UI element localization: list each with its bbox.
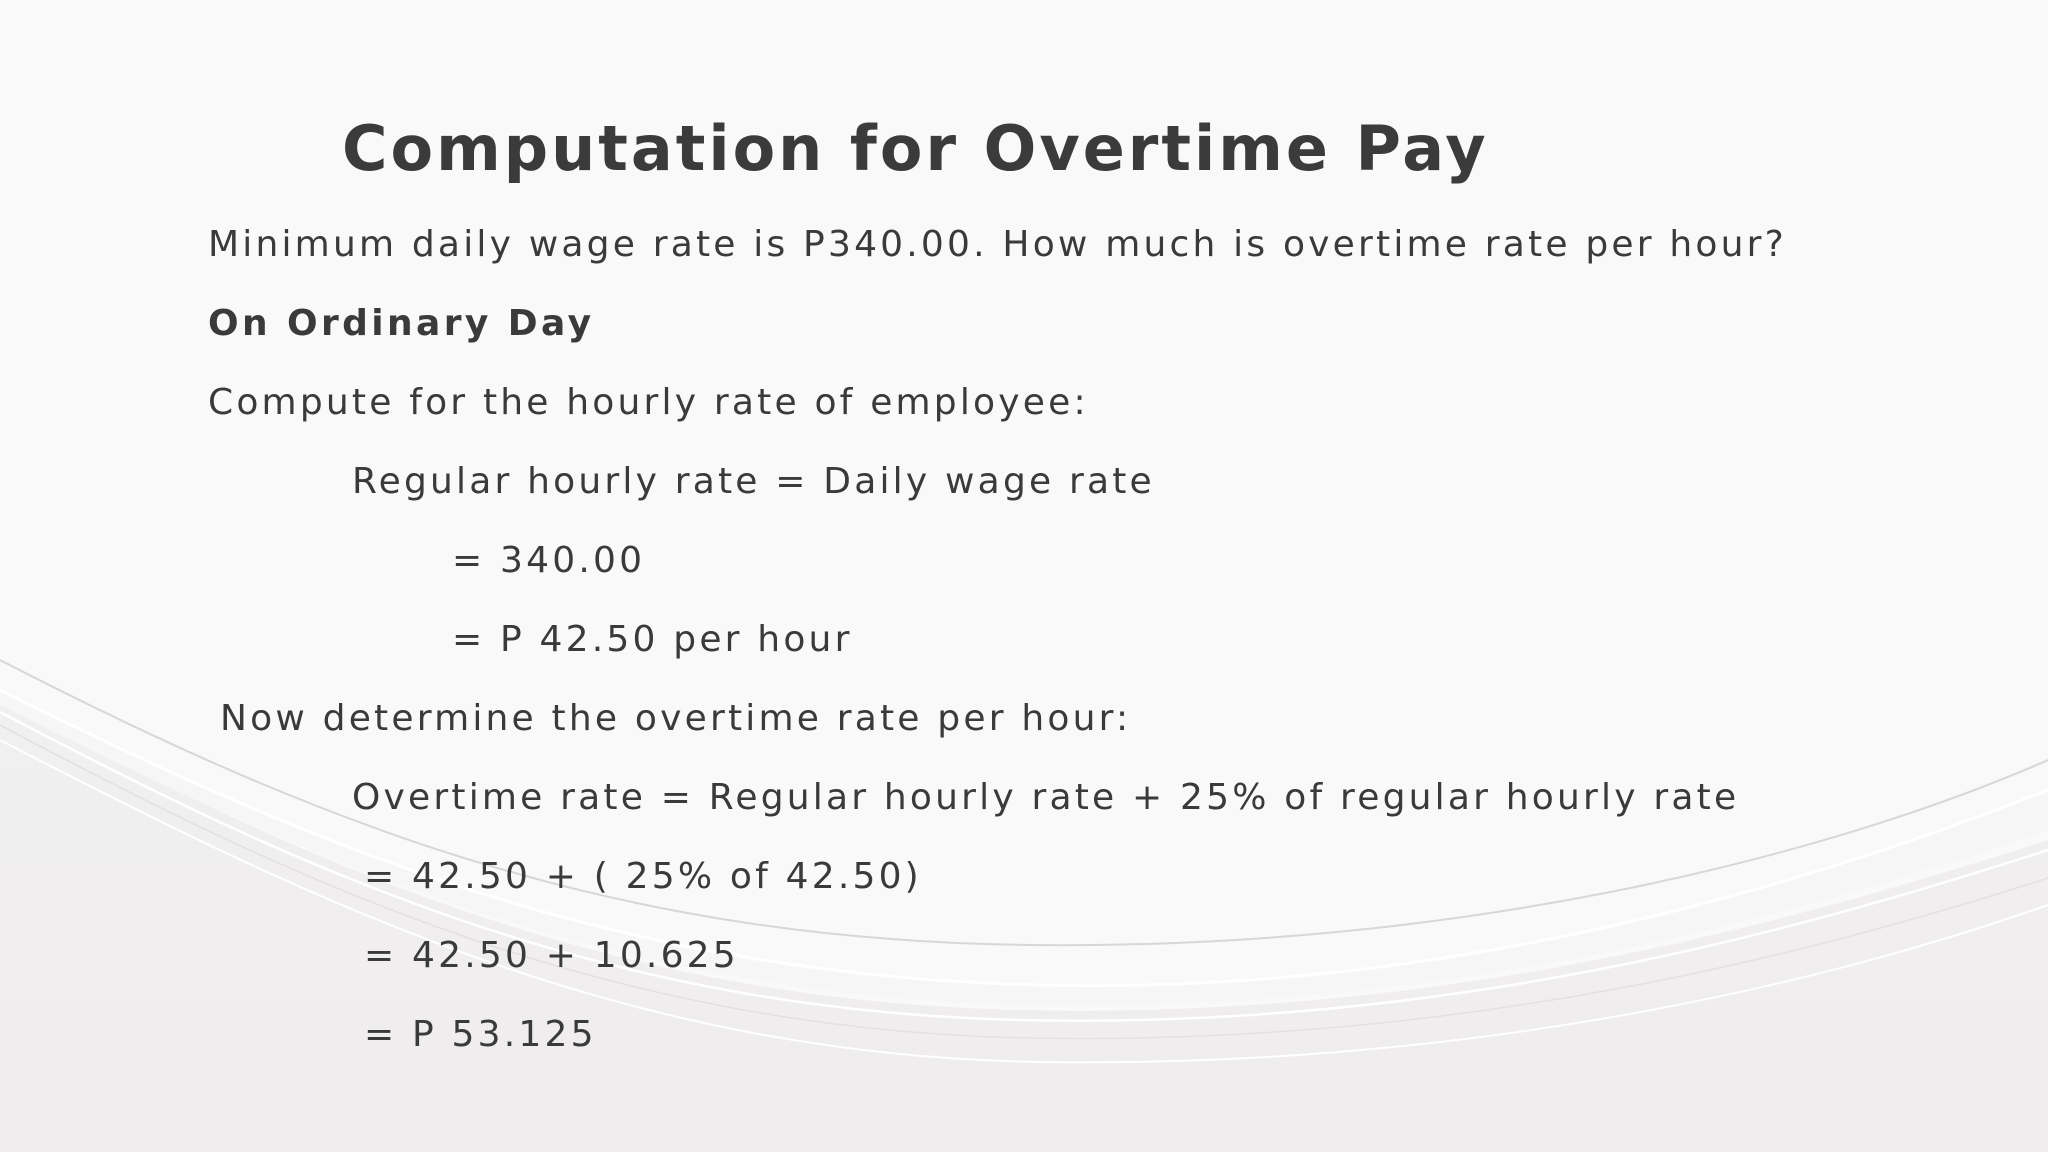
formula-result-hourly-rate: = P 42.50 per hour (452, 619, 853, 660)
problem-statement: Minimum daily wage rate is P340.00. How much is overtime rate per hour? (208, 224, 1787, 265)
formula-step-25-percent: = 42.50 + ( 25% of 42.50) (364, 856, 922, 897)
step-determine-overtime-rate: Now determine the overtime rate per hour: (220, 698, 1132, 739)
step-compute-hourly-rate: Compute for the hourly rate of employee: (208, 382, 1089, 423)
formula-regular-hourly-rate: Regular hourly rate = Daily wage rate (352, 461, 1155, 502)
formula-overtime-rate: Overtime rate = Regular hourly rate + 25% of regular hourly rate (352, 777, 1740, 818)
formula-step-daily-wage: = 340.00 (452, 540, 646, 581)
formula-result-overtime-rate: = P 53.125 (364, 1014, 597, 1055)
section-heading-ordinary-day: On Ordinary Day (208, 303, 595, 344)
slide-title: Computation for Overtime Pay (342, 112, 1489, 185)
formula-step-sum: = 42.50 + 10.625 (364, 935, 739, 976)
